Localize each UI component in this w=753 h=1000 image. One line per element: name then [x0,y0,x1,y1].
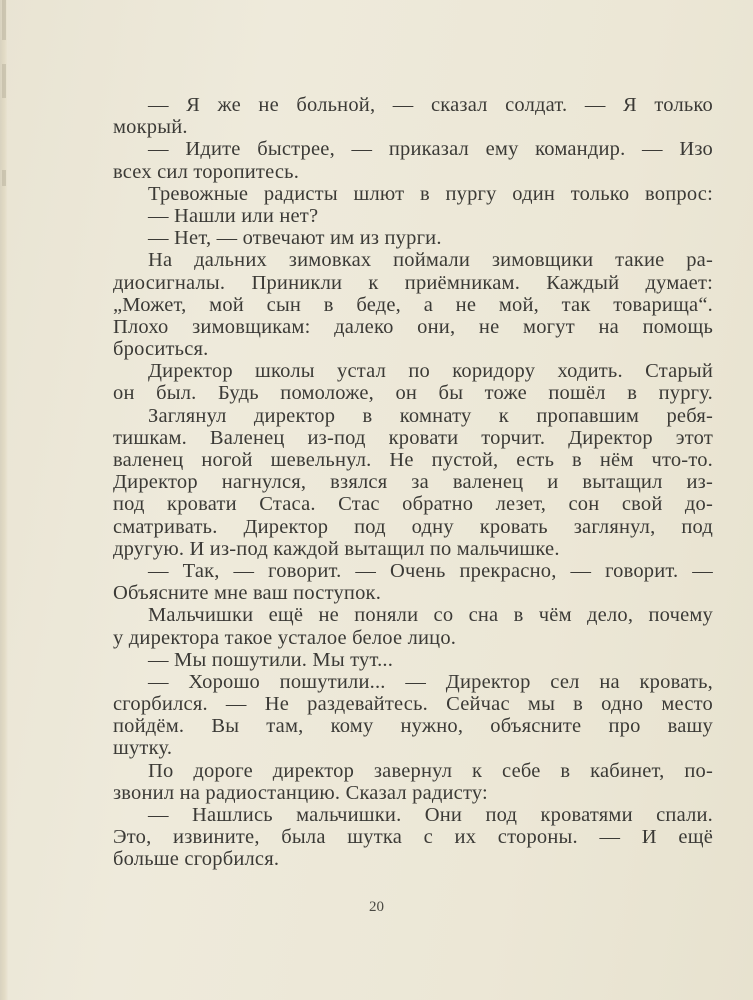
text-line: сгорбился. — Не раздевайтесь. Сейчас мы в одно место [113,693,713,716]
body-text [113,94,713,871]
text-line: всех сил торопитесь. [113,160,300,183]
text-line: — Идите быстрее, — приказал ему командир. — Изо [148,138,713,161]
text-line: мокрый. [113,116,188,139]
text-line: Тревожные радисты шлют в пургу один только вопрос: [148,182,713,205]
text-line: Директор школы устал по коридору ходить. Старый [148,360,713,383]
text-line: броситься. [113,338,209,361]
page-binding-edge [0,0,8,1000]
text-line: диосигналы. Приникли к приёмникам. Каждый думает: [113,271,713,294]
text-line: — Хорошо пошутили... — Директор сел на кровать, [148,670,713,693]
text-line: звонил на радиостанцию. Сказал радисту: [113,781,488,804]
text-line: другую. И из-под каждой вытащил по мальчишке. [113,537,560,560]
text-line: Заглянул директор в комнату к пропавшим ребя- [148,404,713,427]
text-line: больше сгорбился. [113,848,280,871]
binding-mark [2,0,6,40]
text-line: — Я же не больной, — сказал солдат. — Я только [148,94,713,116]
text-line: — Мы пошутили. Мы тут... [148,648,394,671]
text-line: тишкам. Валенец из-под кровати торчит. Директор этот [113,426,713,449]
text-line: Директор нагнулся, взялся за валенец и вытащил из- [113,471,713,494]
text-line: у директора такое усталое белое лицо. [113,626,457,649]
text-line: под кровати Стаса. Стас обратно лезет, сон свой до- [113,493,713,516]
text-line: „Может, мой сын в беде, а не мой, так товарища“. [113,293,713,316]
text-line: — Нашлись мальчишки. Они под кроватями спали. [148,804,713,826]
binding-mark [2,170,6,186]
text-line: Объясните мне ваш поступок. [113,582,382,605]
text-line: — Нашли или нет? [148,204,319,227]
text-line: сматривать. Директор под одну кровать заглянул, под [113,515,713,538]
text-line: он был. Будь помоложе, он бы тоже пошёл в пургу. [113,382,713,405]
text-line: На дальних зимовках поймали зимовщики такие ра- [148,249,713,272]
text-line: валенец ногой шевельнул. Не пустой, есть в нём что-то. [113,449,713,471]
text-line: Мальчишки ещё не поняли со сна в чём дело, почему [148,604,713,627]
text-line: Это, извините, была шутка с их стороны. — И ещё [113,826,713,849]
page-number: 20 [369,899,384,915]
text-line: — Так, — говорит. — Очень прекрасно, — говорит. — [148,559,713,582]
text-line: шутку. [113,737,173,760]
text-line: — Нет, — отвечают им из пурги. [148,227,442,250]
binding-mark [2,64,6,98]
text-line: Плохо зимовщикам: далеко они, не могут на помощь [113,315,713,338]
text-line: пойдём. Вы там, кому нужно, объясните про вашу [113,715,713,738]
text-line: По дороге директор завернул к себе в кабинет, по- [148,759,713,782]
